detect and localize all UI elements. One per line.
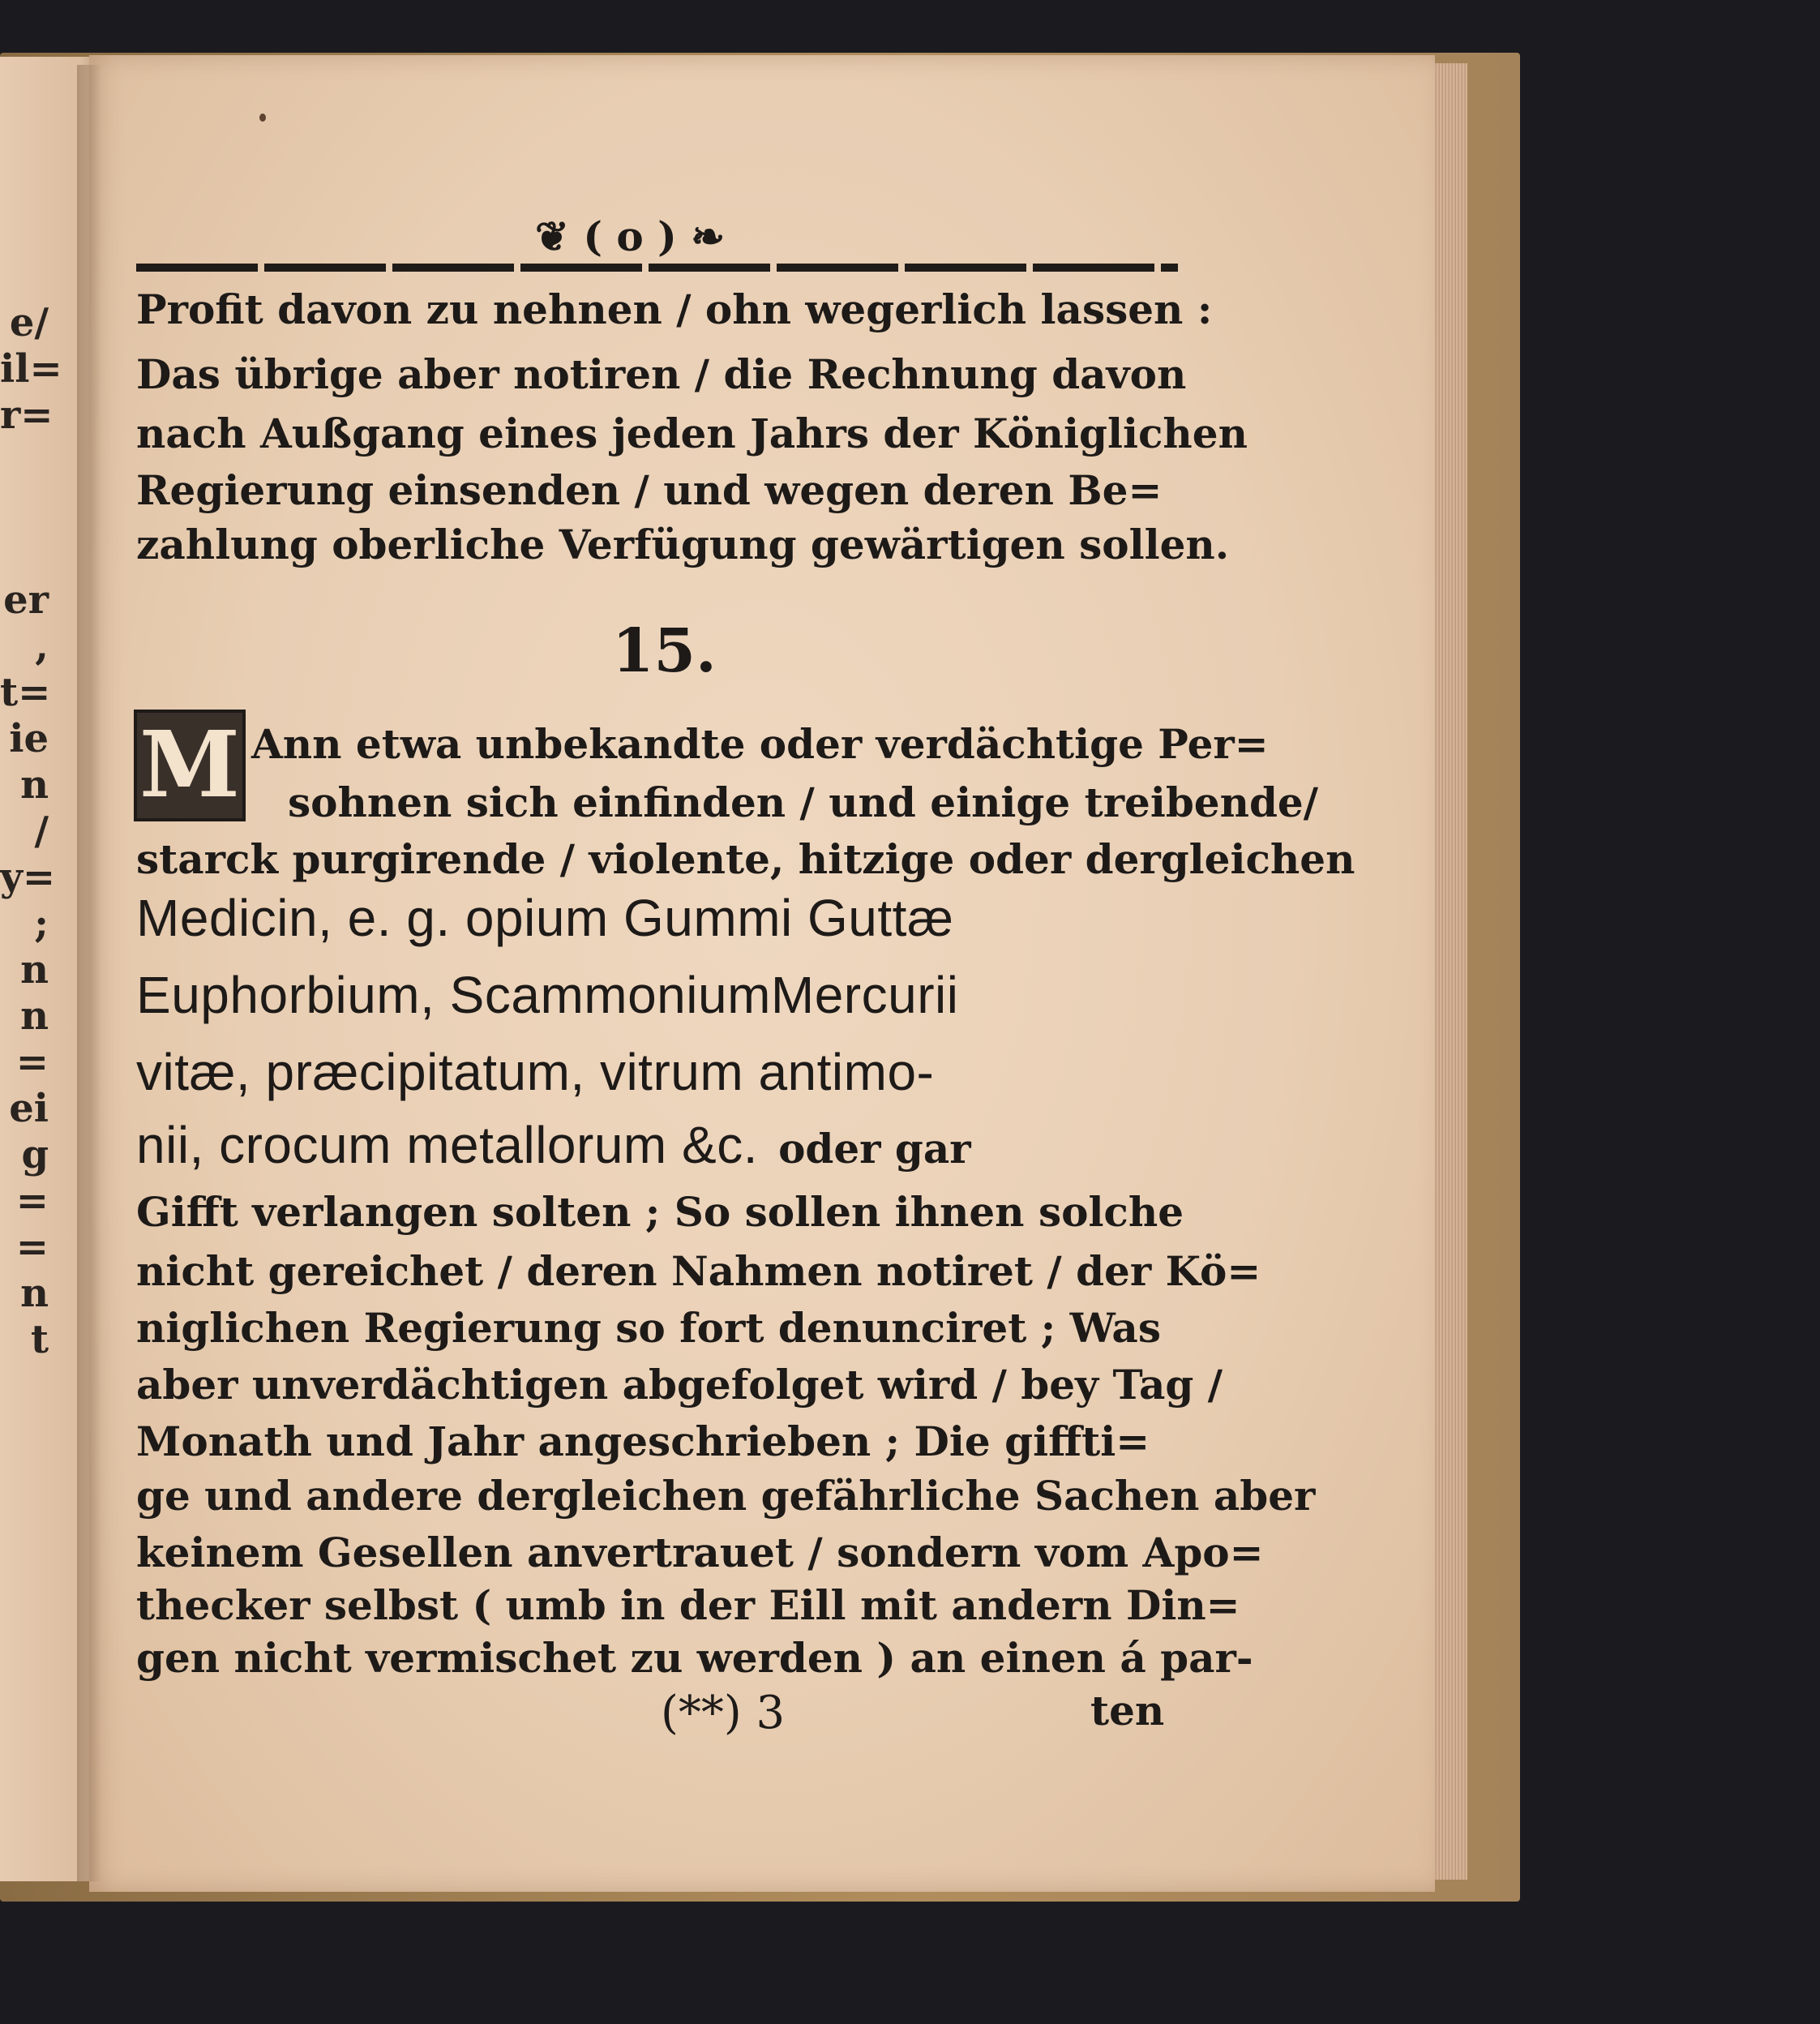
text-line: sohnen sich einfinden / und einige treibende/ — [288, 778, 1318, 826]
latin-line: Medicin, e. g. opium Gummi Guttæ — [136, 889, 954, 947]
left-edge-mark: n — [20, 993, 49, 1039]
left-page-edge-text — [0, 300, 62, 1363]
left-edge-mark: = — [15, 1178, 49, 1224]
latin-fragment: nii, crocum metallorum &c. — [136, 1116, 758, 1174]
section-number: 15. — [612, 616, 717, 686]
left-edge-mark: n — [20, 762, 49, 808]
text-line: thecker selbst ( umb in der Eill mit andern Din= — [136, 1581, 1240, 1629]
text-line: niglichen Regierung so fort denunciret ; Was — [136, 1304, 1161, 1352]
text-line: nach Außgang eines jeden Jahrs der Königlichen — [136, 410, 1248, 457]
text-line: Monath und Jahr angeschrieben ; Die giffti= — [136, 1417, 1150, 1465]
left-edge-mark — [0, 531, 49, 577]
left-edge-mark: , — [35, 624, 49, 669]
ink-speck — [259, 114, 266, 122]
text-line: aber unverdächtigen abgefolget wird / bey Tag / — [136, 1361, 1223, 1409]
left-edge-mark — [0, 439, 49, 485]
text-line: Regierung einsenden / und wegen deren Be= — [136, 466, 1163, 514]
left-edge-mark: e/ — [9, 300, 49, 345]
header-ornament-right: ❧ — [691, 212, 726, 260]
left-edge-mark: ; — [34, 901, 49, 946]
text-line: nicht gereichet / deren Nahmen notiret / der Kö= — [136, 1247, 1261, 1295]
left-edge-mark: / — [34, 808, 49, 854]
left-edge-mark: t= — [0, 670, 51, 715]
text-line: Ann etwa unbekandte oder verdächtige Per= — [251, 720, 1269, 768]
drop-cap: M — [134, 710, 246, 821]
signature-mark: (**) 3 — [661, 1687, 786, 1739]
page-header — [535, 212, 725, 260]
left-edge-mark: = — [15, 1224, 49, 1270]
text-line: keinem Gesellen anvertrauet / sondern vom Apo= — [136, 1529, 1264, 1576]
latin-line: Euphorbium, ScammoniumMercurii — [136, 966, 959, 1024]
latin-line: vitæ, præcipitatum, vitrum antimo- — [136, 1043, 935, 1101]
header-text: ( o ) — [583, 212, 677, 260]
left-edge-mark — [0, 485, 49, 531]
left-edge-mark: y= — [0, 855, 56, 900]
mixed-line — [136, 1115, 971, 1175]
left-edge-mark: ie — [9, 716, 49, 761]
left-edge-mark: n — [20, 1271, 49, 1316]
left-edge-mark: ei — [9, 1086, 49, 1131]
text-line: Gifft verlangen solten ; So sollen ihnen solche — [136, 1188, 1184, 1236]
left-edge-mark: r= — [0, 392, 54, 438]
text-line: gen nicht vermischet zu werden ) an einen á par- — [136, 1634, 1253, 1682]
text-line: zahlung oberliche Verfügung gewärtigen sollen. — [136, 521, 1230, 568]
gothic-fragment: oder gar — [778, 1125, 971, 1173]
text-line: Das übrige aber notiren / die Rechnung davon — [136, 350, 1187, 398]
left-edge-mark: g — [21, 1132, 49, 1177]
header-rule — [136, 264, 1178, 272]
text-line: ge und andere dergleichen gefährliche Sachen aber — [136, 1472, 1316, 1520]
catchword: ten — [1090, 1687, 1165, 1735]
left-edge-mark: il= — [0, 346, 62, 392]
text-line: starck purgirende / violente, hitzige oder dergleichen — [136, 835, 1355, 883]
book-gutter — [77, 65, 101, 1881]
left-edge-mark: t — [30, 1317, 49, 1362]
left-edge-mark: = — [15, 1040, 49, 1085]
text-line: Profit davon zu nehnen / ohn wegerlich lassen : — [136, 285, 1213, 333]
left-edge-mark: er — [3, 577, 49, 623]
left-edge-mark: n — [20, 947, 49, 993]
header-ornament-left: ❦ — [535, 212, 569, 260]
